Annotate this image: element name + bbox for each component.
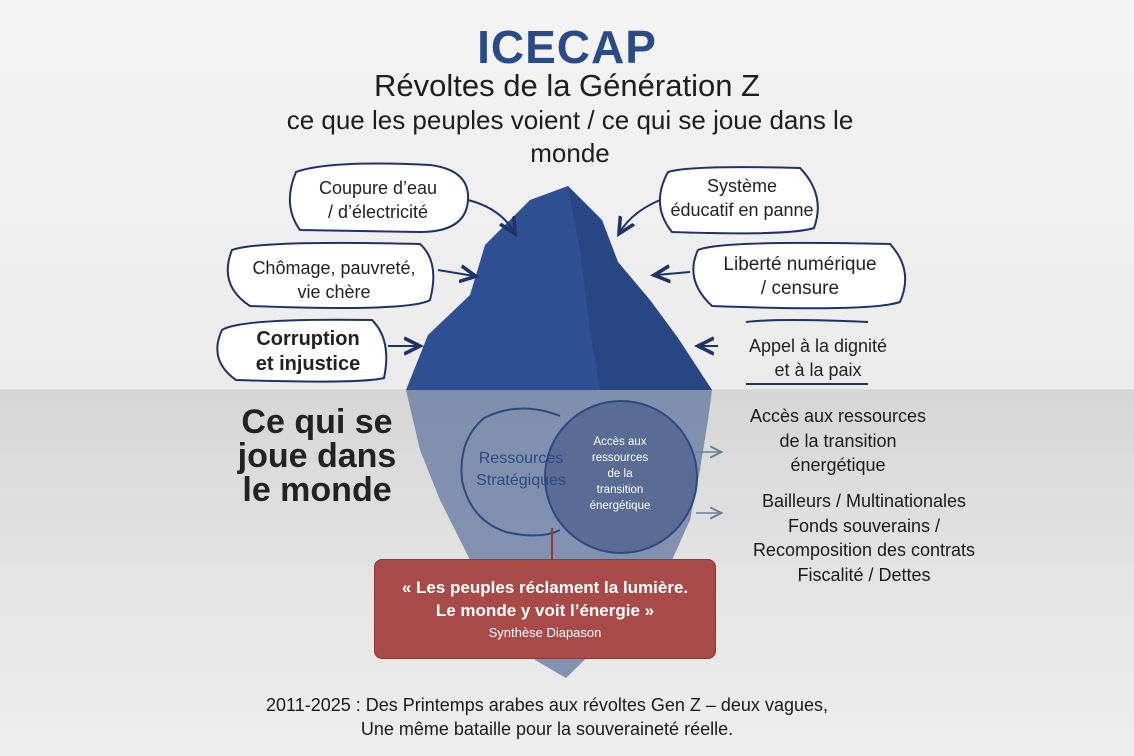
footer-line: Une même bataille pour la souveraineté réelle. xyxy=(360,719,734,739)
bubble-line: Appel à la dignité xyxy=(748,336,888,356)
bubble-line: vie chère xyxy=(297,282,371,302)
bubble-line: et injustice xyxy=(255,353,361,375)
energy-access-text xyxy=(728,404,948,478)
bubble-line: et à la paix xyxy=(774,360,862,380)
bubble-line: / d’électricité xyxy=(327,202,429,222)
circle-text-line: énergétique xyxy=(589,500,651,512)
access-circle-text xyxy=(566,434,674,514)
page-title: Révoltes de la Génération Z xyxy=(374,68,760,103)
bubble-corruption xyxy=(226,327,390,377)
energy-access-line: énergétique xyxy=(790,455,886,475)
footer-caption xyxy=(0,693,1094,741)
bubble-dignity xyxy=(730,334,906,382)
resources-label-line: Ressources xyxy=(478,450,564,467)
stakeholders-line: Recomposition des contrats xyxy=(752,540,976,560)
bubble-line: Chômage, pauvreté, xyxy=(252,258,416,278)
quote-line: Le monde y voit l’énergie » xyxy=(435,601,655,620)
footer-line: 2011-2025 : Des Printemps arabes aux révoltes Gen Z – deux vagues, xyxy=(266,695,828,715)
arrow-unemployment xyxy=(438,270,474,276)
bubble-line: / censure xyxy=(760,278,840,299)
stakeholders-line: Fiscalité / Dettes xyxy=(797,564,931,585)
resources-label-line: Stratégiques xyxy=(476,472,566,489)
logo-icecap: ICECAP xyxy=(477,21,657,73)
bubble-line: Corruption xyxy=(256,328,360,350)
bubble-line: éducatif en panne xyxy=(670,200,814,220)
bubble-line: Système xyxy=(706,176,778,196)
bubble-digital-freedom xyxy=(698,253,902,301)
quote-source: Synthèse Diapason xyxy=(488,625,602,640)
circle-text-line: Accès aux xyxy=(593,436,647,448)
bubble-line: Coupure d’eau xyxy=(318,178,438,198)
bubble-line: Liberté numérique xyxy=(723,254,877,275)
heading-line: Ce qui se xyxy=(241,403,393,441)
heading-line: joue dans xyxy=(237,437,397,475)
stakeholders-line: Fonds souverains / xyxy=(787,515,941,536)
arrow-digital-freedom xyxy=(656,272,690,275)
underwater-heading xyxy=(222,405,412,507)
resources-label xyxy=(462,448,580,492)
circle-text-line: transition xyxy=(596,484,644,496)
energy-access-line: de la transition xyxy=(779,430,897,451)
circle-text-line: ressources xyxy=(591,452,649,464)
bubble-unemployment xyxy=(236,256,432,304)
quote-box xyxy=(374,559,716,659)
page-subtitle: ce que les peuples voient / ce qui se joue dans le monde xyxy=(286,105,854,168)
heading-line: le monde xyxy=(242,471,392,509)
bubble-education xyxy=(664,174,820,222)
circle-text-line: de la xyxy=(607,468,633,480)
quote-line: « Les peuples réclament la lumière. xyxy=(401,578,689,597)
stakeholders-line: Bailleurs / Multinationales xyxy=(761,491,967,511)
bubble-water-power xyxy=(300,176,456,224)
arrow-education xyxy=(620,200,660,232)
stakeholders-text xyxy=(740,489,988,587)
energy-access-line: Accès aux ressources xyxy=(749,406,927,426)
